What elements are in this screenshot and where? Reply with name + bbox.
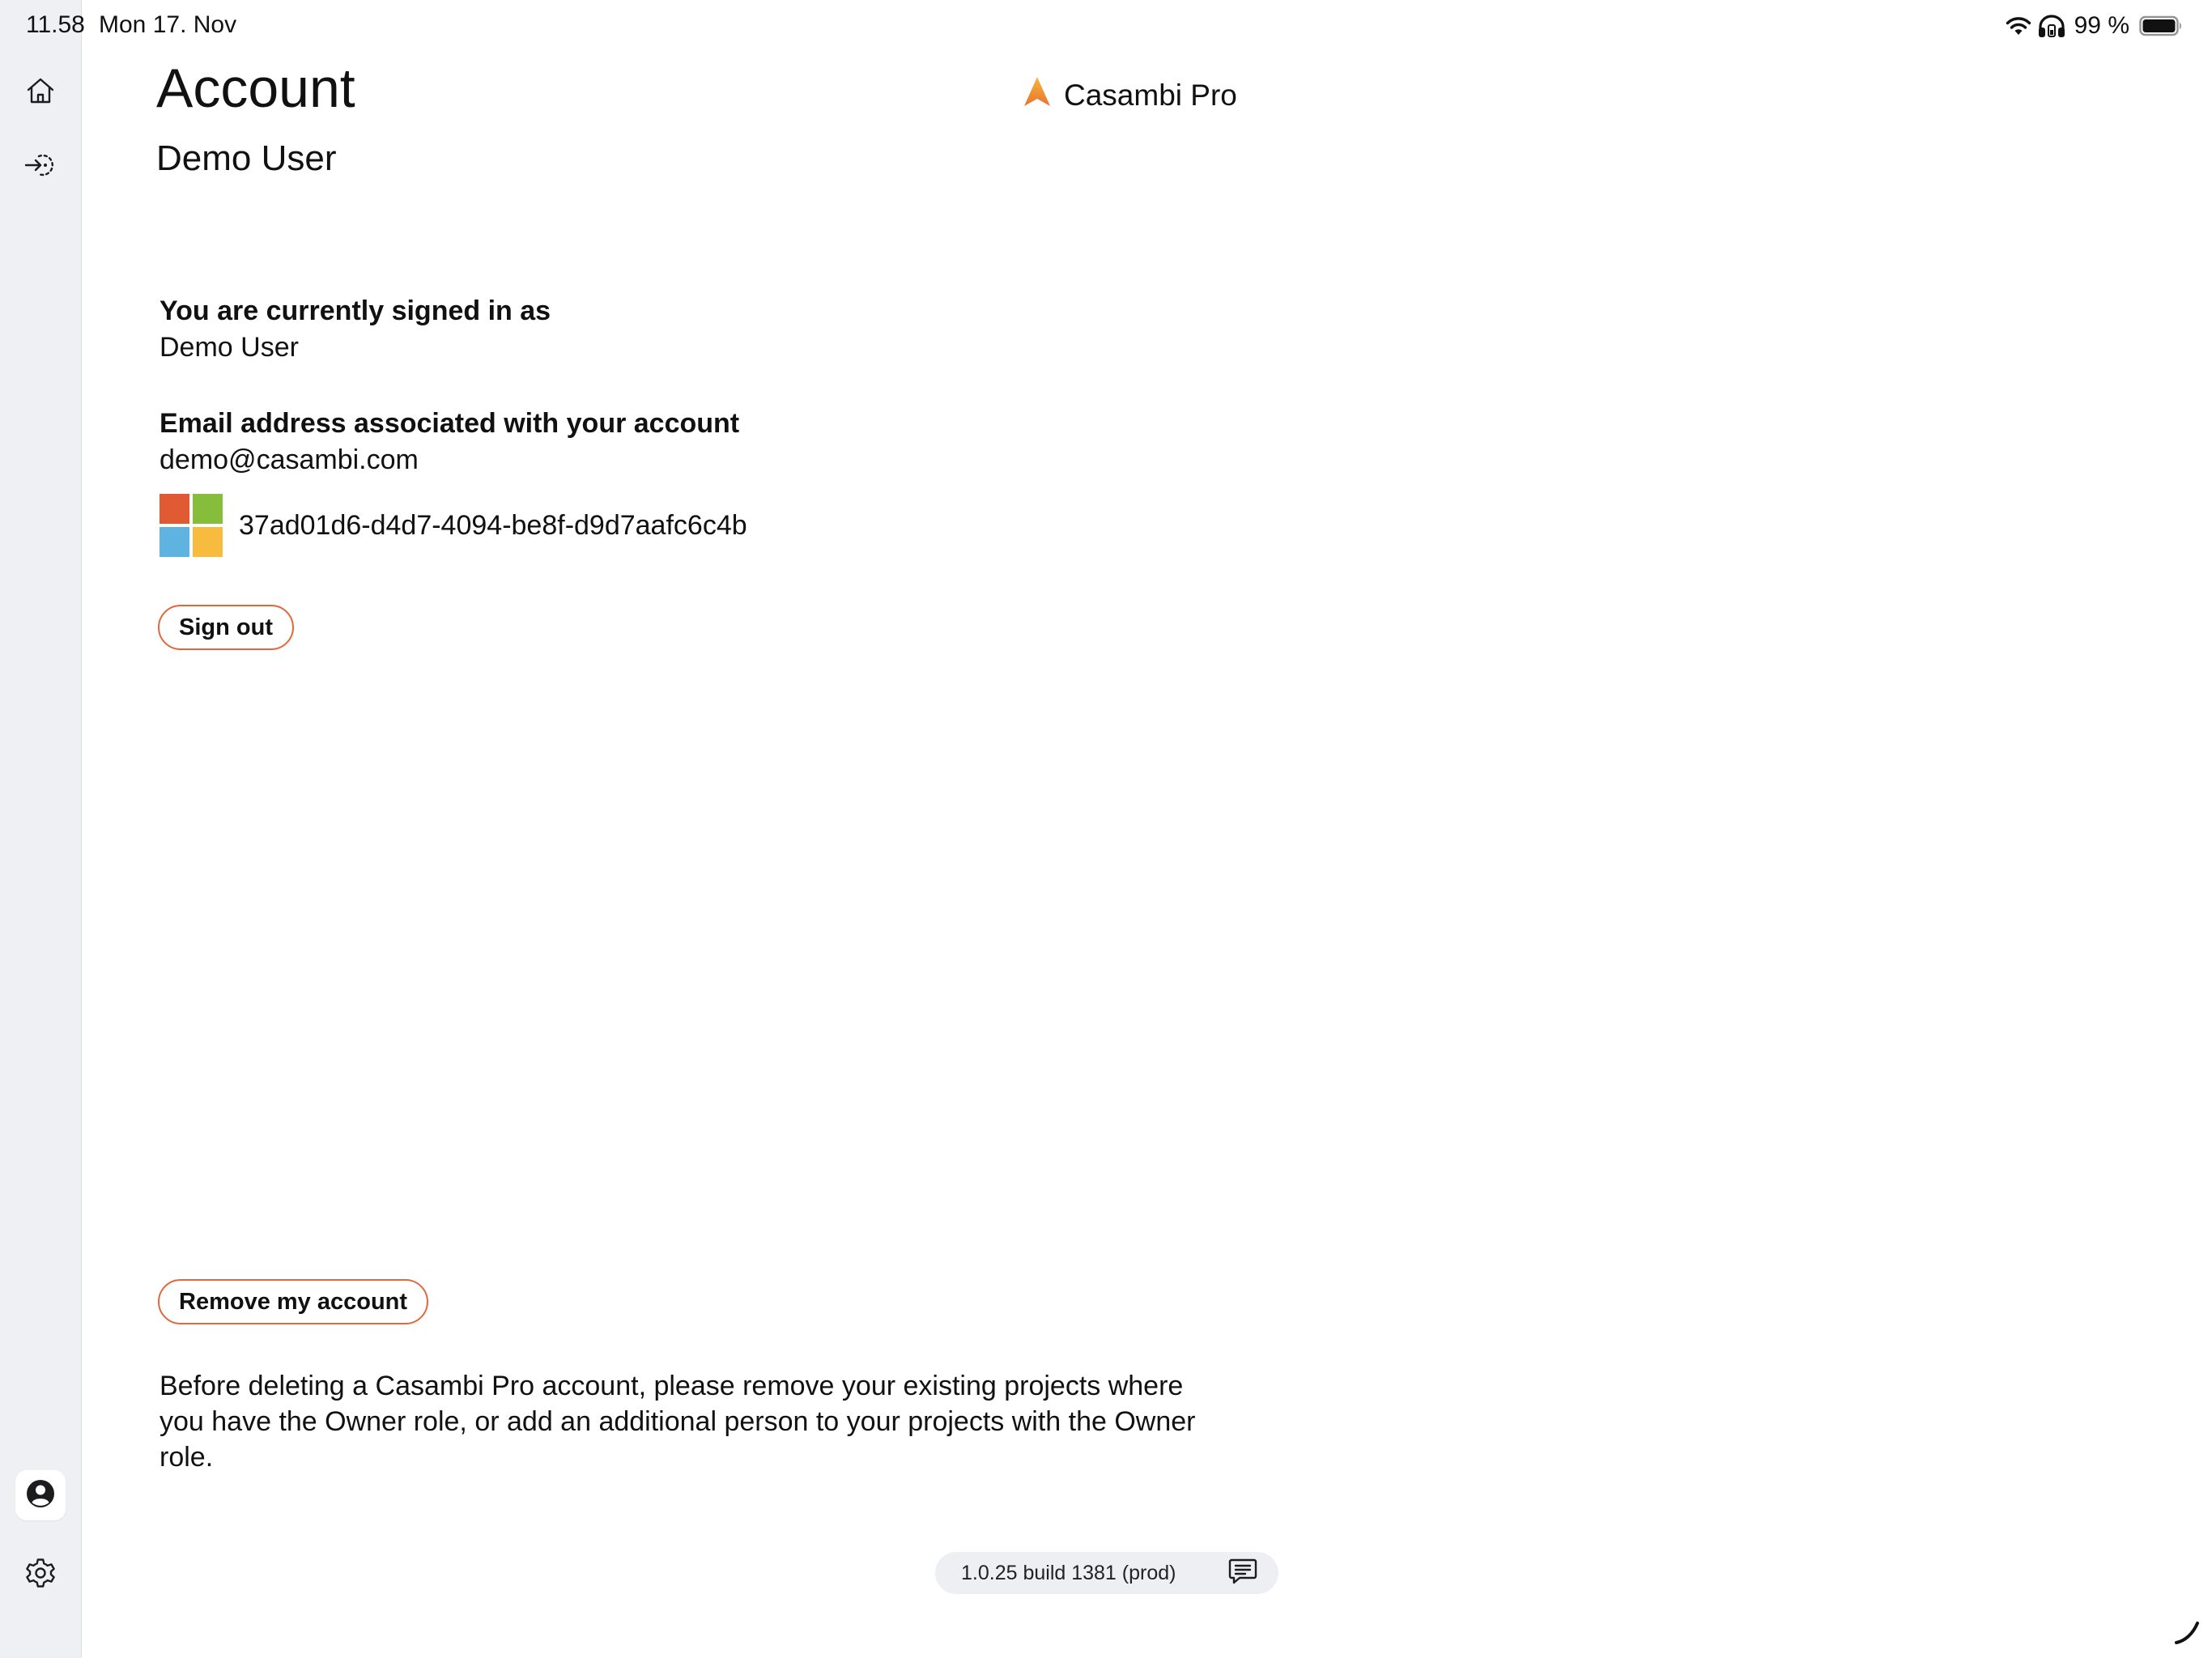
battery-percent: 99 % — [2074, 12, 2129, 39]
status-time: 11.58 — [26, 11, 85, 38]
headphones-icon — [2037, 14, 2066, 38]
sidebar-item-account[interactable] — [15, 1470, 66, 1520]
app-version: 1.0.25 build 1381 (prod) — [961, 1561, 1176, 1584]
battery-icon — [2139, 15, 2183, 36]
email-label: Email address associated with your account — [160, 408, 740, 439]
sign-in-icon — [23, 149, 57, 185]
sidebar-item-settings[interactable] — [15, 1550, 66, 1600]
chat-bubble-icon — [1227, 1557, 1258, 1590]
microsoft-account-id: 37ad01d6-d4d7-4094-be8f-d9d7aafc6c4b — [239, 509, 747, 541]
page-title: Account — [156, 57, 355, 119]
microsoft-account-row — [160, 494, 747, 557]
sidebar-item-sign-in[interactable] — [15, 142, 66, 192]
casambi-logo-icon — [1023, 76, 1051, 114]
home-icon — [24, 74, 57, 111]
sidebar-item-home[interactable] — [15, 67, 66, 117]
delete-account-warning: Before deleting a Casambi Pro account, please remove your existing projects where you have the Owner role, or add an additional person to your projects with the Owner role. — [160, 1371, 1196, 1473]
sidebar — [0, 0, 82, 1658]
brand — [1023, 76, 1237, 114]
loading-indicator — [2172, 1617, 2201, 1650]
remove-account-button[interactable]: Remove my account — [158, 1279, 428, 1324]
signed-in-label: You are currently signed in as — [160, 295, 551, 326]
sign-out-button[interactable]: Sign out — [158, 605, 294, 650]
brand-name: Casambi Pro — [1064, 78, 1237, 112]
account-circle-icon — [25, 1478, 56, 1513]
page-subtitle: Demo User — [156, 138, 337, 178]
feedback-button[interactable] — [1219, 1552, 1267, 1594]
gear-icon — [24, 1557, 57, 1593]
version-pill — [935, 1552, 1278, 1594]
email-value: demo@casambi.com — [160, 444, 419, 475]
wifi-icon — [2005, 15, 2032, 36]
status-indicators — [2005, 10, 2183, 42]
status-date: Mon 17. Nov — [99, 11, 237, 38]
signed-in-value: Demo User — [160, 332, 299, 363]
microsoft-logo-icon — [160, 494, 223, 557]
